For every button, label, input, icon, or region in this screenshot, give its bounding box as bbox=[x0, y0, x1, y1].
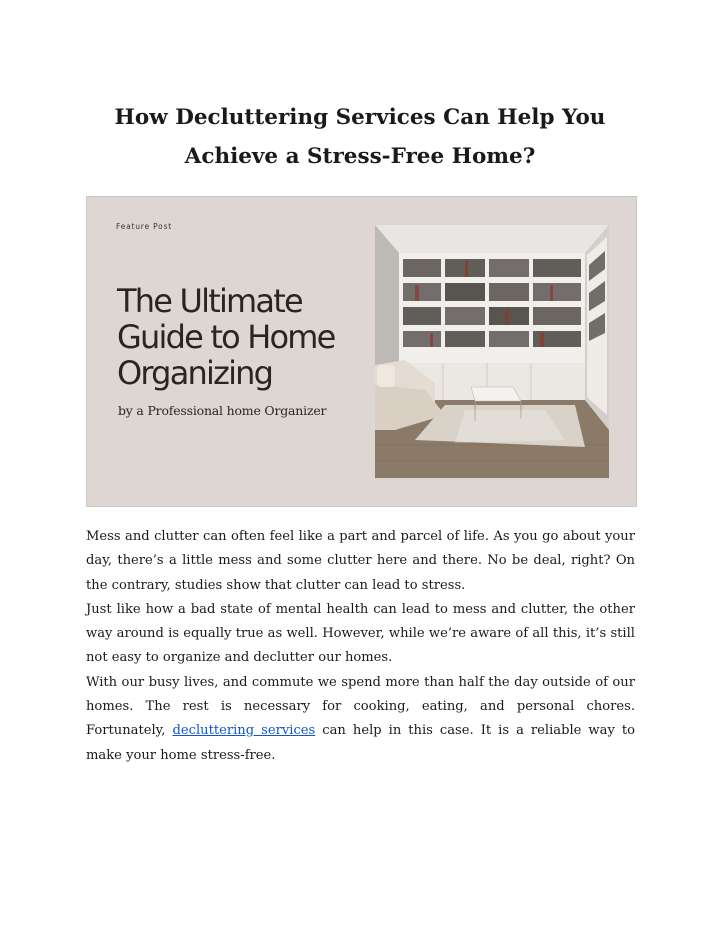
hero-banner bbox=[86, 196, 637, 507]
article-body bbox=[86, 525, 635, 768]
hero-headline bbox=[117, 283, 377, 391]
title-line-2: Achieve a Stress-Free Home? bbox=[184, 144, 536, 169]
paragraph-3-after: can help in this case. It is a reliable way to make your home stress-free. bbox=[86, 723, 636, 763]
paragraph-3-before: With our busy lives, and commute we spend more than half the day outside of our homes. The rest is necessary for cooking, eating, and personal chores. Fortunately, bbox=[86, 674, 635, 739]
living-room-photo bbox=[375, 225, 609, 478]
headline-line-3: Organizing bbox=[117, 354, 273, 392]
headline-line-2: Guide to Home bbox=[117, 318, 335, 356]
feature-post-tag: Feature Post bbox=[116, 222, 173, 231]
paragraph-2: Just like how a bad state of mental health can lead to mess and clutter, the other way around is equally true as well. However, while we’re aware of all this, it’s still not easy to organize and declutter our homes. bbox=[86, 601, 635, 666]
paragraph-3 bbox=[86, 671, 635, 768]
paragraph-1: Mess and clutter can often feel like a part and parcel of life. As you go about your day, there’s a little mess and some clutter here and there. No be deal, right? On the contrary, studies show that clutter can lead to stress. bbox=[86, 529, 635, 593]
document-title bbox=[60, 98, 660, 176]
decluttering-services-link[interactable]: decluttering services bbox=[172, 723, 316, 739]
title-line-1: How Decluttering Services Can Help You bbox=[114, 105, 606, 130]
headline-line-1: The Ultimate bbox=[117, 282, 302, 320]
hero-byline: by a Professional home Organizer bbox=[118, 403, 327, 418]
